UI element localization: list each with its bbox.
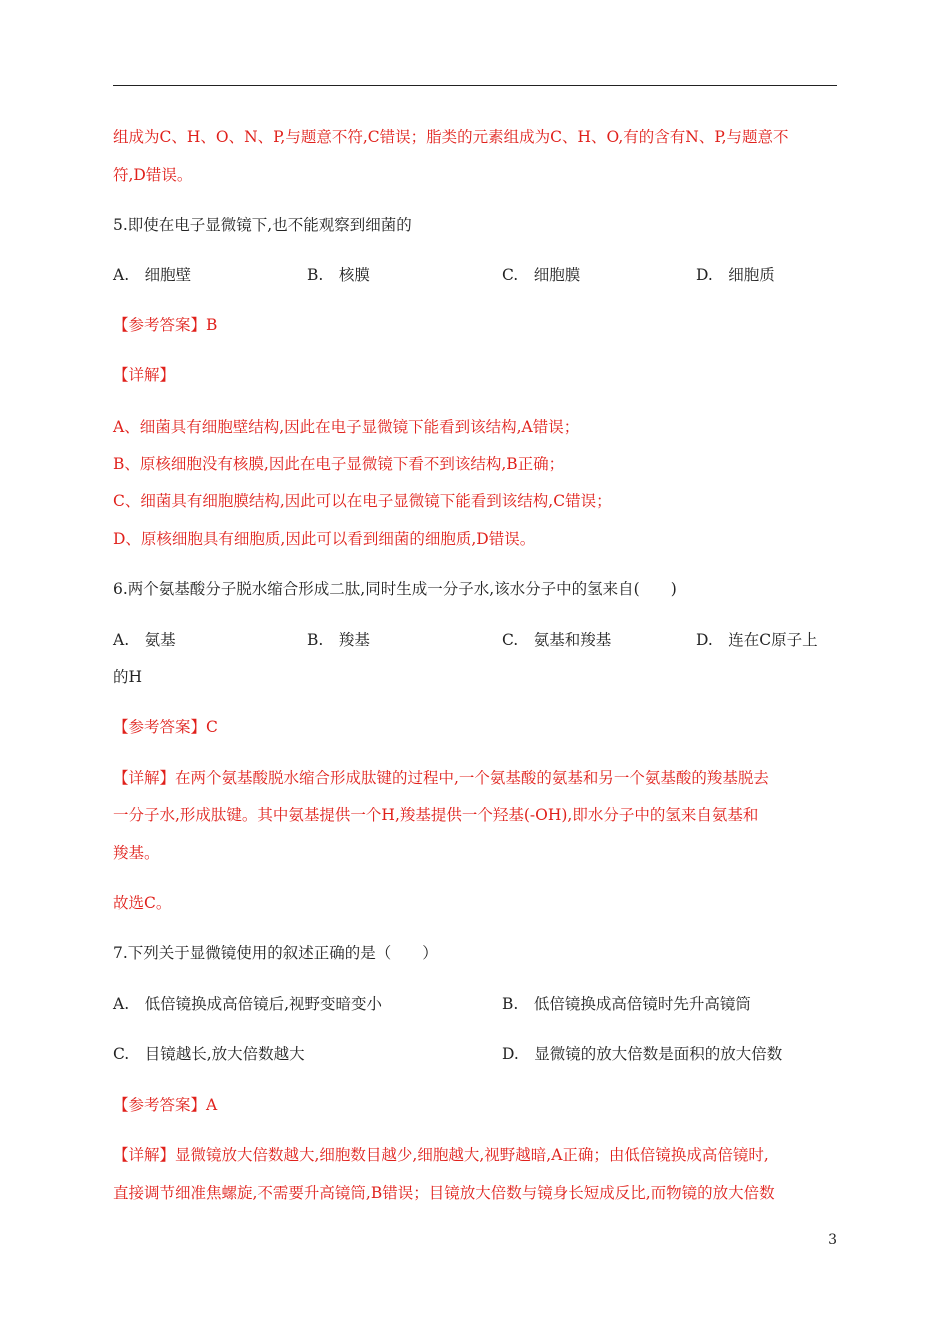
q5-option-a: A. 细胞壁 xyxy=(113,266,192,284)
q7-detail: 直接调节细准焦螺旋,不需要升高镜筒,B错误；目镜放大倍数与镜身长短成反比,而物镜的放大倍数 xyxy=(113,1184,775,1202)
q6-detail: 一分子水,形成肽键。其中氨基提供一个H,羧基提供一个羟基(-OH),即水分子中的氢来自氨基和 xyxy=(113,806,759,824)
q5-detail-label: 【详解】 xyxy=(113,366,176,384)
q5-option-b: B. 核膜 xyxy=(307,266,370,284)
q7-option-b: B. 低倍镜换成高倍镜时先升高镜筒 xyxy=(502,995,751,1013)
header-rule xyxy=(113,85,837,86)
q7-answer: 【参考答案】A xyxy=(113,1096,218,1114)
q6-option-b: B. 羧基 xyxy=(307,631,370,649)
q6-answer: 【参考答案】C xyxy=(113,718,218,736)
q6-option-d-continued: 的H xyxy=(113,668,143,686)
question-7: 7.下列关于显微镜使用的叙述正确的是（ ） xyxy=(113,944,438,962)
q6-option-d: D. 连在C原子上 xyxy=(696,631,818,649)
question-5: 5.即使在电子显微镜下,也不能观察到细菌的 xyxy=(113,216,412,234)
q5-option-c: C. 细胞膜 xyxy=(502,266,581,284)
q6-option-a: A. 氨基 xyxy=(113,631,176,649)
q6-choose: 故选C。 xyxy=(113,894,172,912)
text-line: 符,D错误。 xyxy=(113,166,193,184)
q5-detail-d: D、原核细胞具有细胞质,因此可以看到细菌的细胞质,D错误。 xyxy=(113,530,536,548)
q6-option-c: C. 氨基和羧基 xyxy=(502,631,612,649)
q6-detail: 羧基。 xyxy=(113,844,160,862)
q7-option-d: D. 显微镜的放大倍数是面积的放大倍数 xyxy=(502,1045,783,1063)
q5-detail-c: C、细菌具有细胞膜结构,因此可以在电子显微镜下能看到该结构,C错误； xyxy=(113,492,612,510)
q7-detail: 【详解】显微镜放大倍数越大,细胞数目越少,细胞越大,视野越暗,A正确；由低倍镜换成高倍镜时, xyxy=(113,1146,769,1164)
q7-option-a: A. 低倍镜换成高倍镜后,视野变暗变小 xyxy=(113,995,383,1013)
question-6: 6.两个氨基酸分子脱水缩合形成二肽,同时生成一分子水,该水分子中的氢来自( ) xyxy=(113,580,677,598)
q5-option-d: D. 细胞质 xyxy=(696,266,775,284)
q7-option-c: C. 目镜越长,放大倍数越大 xyxy=(113,1045,305,1063)
q5-detail-b: B、原核细胞没有核膜,因此在电子显微镜下看不到该结构,B正确； xyxy=(113,455,565,473)
q5-answer: 【参考答案】B xyxy=(113,316,218,334)
q6-detail: 【详解】在两个氨基酸脱水缩合形成肽键的过程中,一个氨基酸的氨基和另一个氨基酸的羧基脱去 xyxy=(113,769,769,787)
text-line: 组成为C、H、O、N、P,与题意不符,C错误；脂类的元素组成为C、H、O,有的含有N、P,与题意不 xyxy=(113,128,789,146)
page-number: 3 xyxy=(828,1232,837,1248)
q5-detail-a: A、细菌具有细胞壁结构,因此在电子显微镜下能看到该结构,A错误； xyxy=(113,418,580,436)
